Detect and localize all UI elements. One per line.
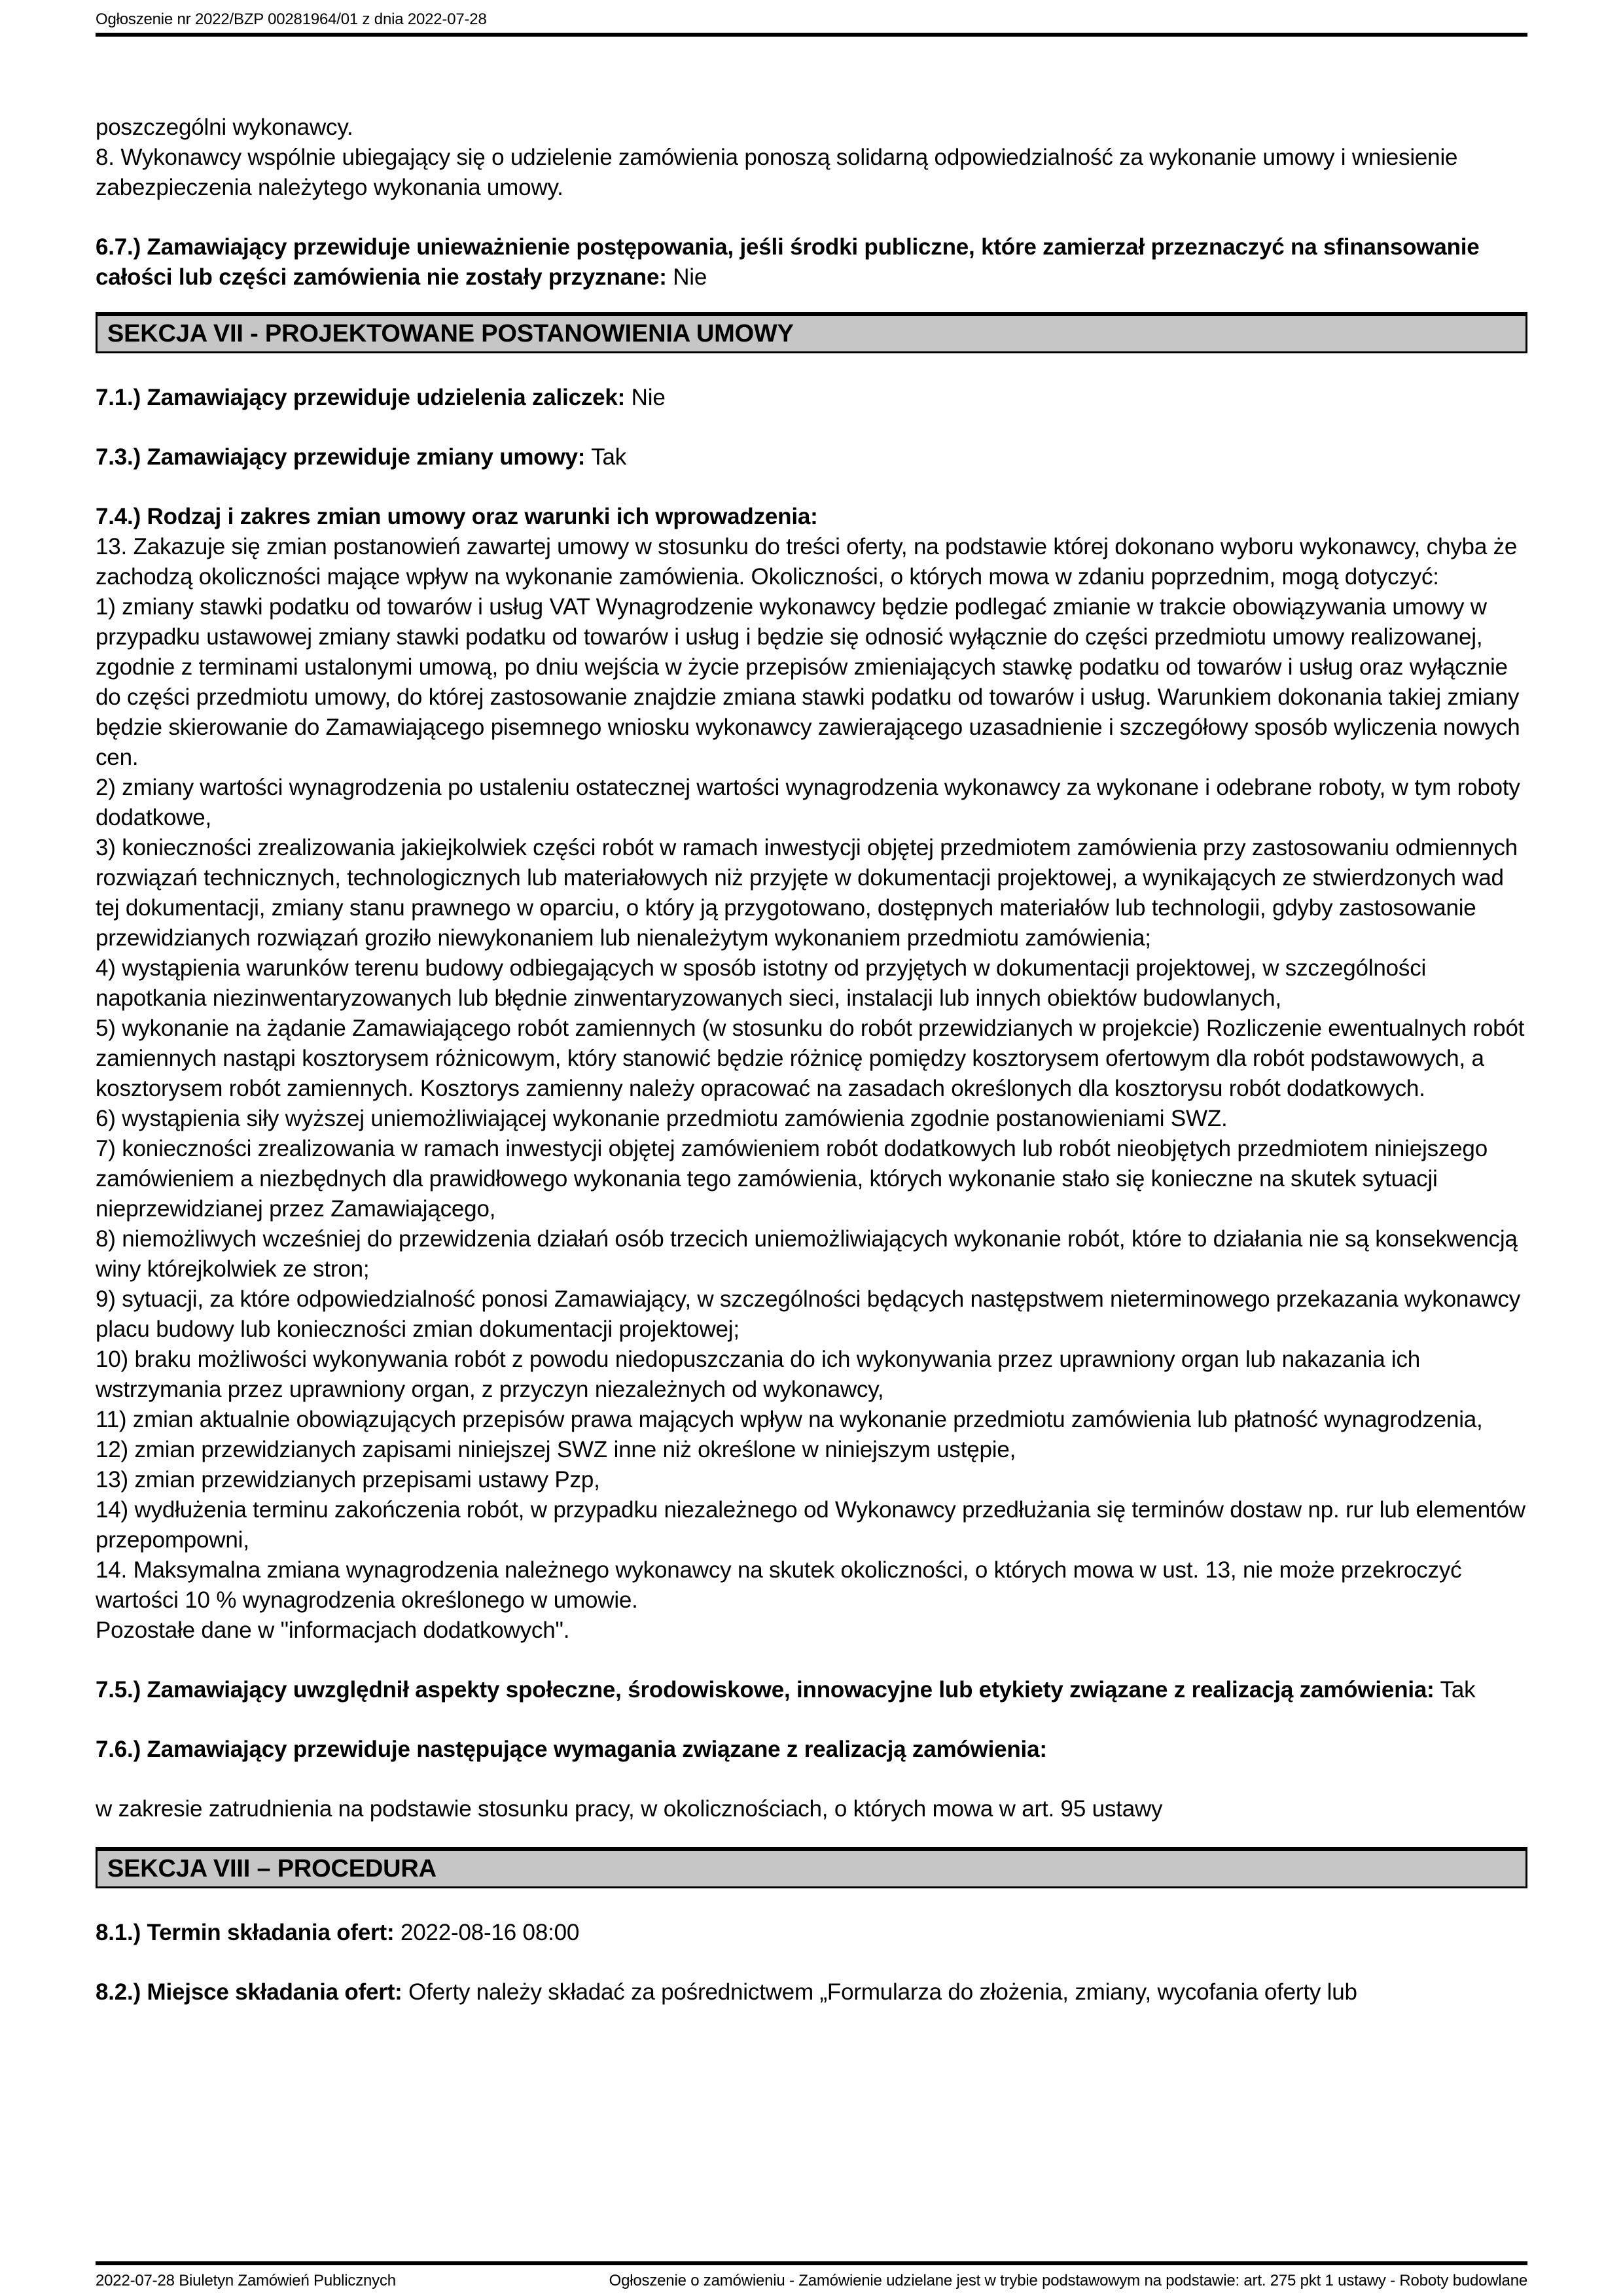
field-7-4-body-line: 4) wystąpienia warunków terenu budowy odbiegających w sposób istotny od przyjętych w dokumentacji projektowej, w szczególności napotkania niezinwentaryzowanych lub błędnie zinwentaryzowanych sieci, instalacji lub innych obiektów budowlanych, bbox=[96, 955, 1427, 1011]
field-6-7 bbox=[96, 232, 1527, 292]
field-8-2-value: Oferty należy składać za pośrednictwem „Formularza do złożenia, zmiany, wycofania oferty lub bbox=[408, 1979, 1357, 2005]
field-6-7-label: 6.7.) Zamawiający przewiduje unieważnienie postępowania, jeśli środki publiczne, które zamierzał przeznaczyć na sfinansowanie całości lub części zamówienia nie zostały przyznane: bbox=[96, 234, 1480, 290]
field-7-4-body-line: 2) zmiany wartości wynagrodzenia po ustaleniu ostatecznej wartości wynagrodzenia wykonawcy za wykonane i odebrane roboty, w tym roboty dodatkowe, bbox=[96, 775, 1520, 830]
field-7-4-label: 7.4.) Rodzaj i zakres zmian umowy oraz warunki ich wprowadzenia: bbox=[96, 504, 818, 529]
field-8-2 bbox=[96, 1977, 1527, 2007]
section-bar-sekcja-vii bbox=[96, 312, 1527, 353]
page-footer bbox=[96, 2272, 1527, 2290]
field-8-1-label: 8.1.) Termin składania ofert: bbox=[96, 1920, 395, 1945]
field-7-6-label: 7.6.) Zamawiający przewiduje następujące wymagania związane z realizacją zamówienia: bbox=[96, 1737, 1047, 1762]
field-7-1 bbox=[96, 383, 1527, 413]
field-7-4-body-line: 5) wykonanie na żądanie Zamawiającego robót zamiennych (w stosunku do robót przewidzianych w projekcie) Rozliczenie ewentualnych robót zamiennych nastąpi kosztorysem różnicowym, który stanowić będzie różnicę pomiędzy kosztorysem ofertowym dla robót podstawowych, a kosztorysem robót zamiennych. Kosztorys zamienny należy opracować na zasadach określonych dla kosztorysu robót dodatkowych. bbox=[96, 1016, 1525, 1101]
field-7-4-body-line: 11) zmian aktualnie obowiązujących przepisów prawa mających wpływ na wykonanie przedmiotu zamówienia lub płatność wynagrodzenia, bbox=[96, 1407, 1483, 1432]
field-7-4-body-line: 7) konieczności zrealizowania w ramach inwestycji objętej zamówieniem robót dodatkowych lub robót nieobjętych przedmiotem niniejszego zamówieniem a niezbędnych dla prawidłowego wykonania tego zamówienia, których wykonanie stało się konieczne na skutek sytuacji nieprzewidzianej przez Zamawiającego, bbox=[96, 1136, 1488, 1222]
field-7-4-body-line: 9) sytuacji, za które odpowiedzialność ponosi Zamawiający, w szczególności będących następstwem nieterminowego przekazania wykonawcy placu budowy lub konieczności zmian dokumentacji projektowej; bbox=[96, 1286, 1521, 1342]
field-7-5-label: 7.5.) Zamawiający uwzględnił aspekty społeczne, środowiskowe, innowacyjne lub etykiety związane z realizacją zamówienia: bbox=[96, 1677, 1435, 1703]
field-7-3-value: Tak bbox=[591, 444, 627, 470]
section-bar-sekcja-vii-title: SEKCJA VII - PROJEKTOWANE POSTANOWIENIA UMOWY bbox=[107, 320, 794, 347]
field-8-2-label: 8.2.) Miejsce składania ofert: bbox=[96, 1979, 402, 2005]
field-7-4-body-line: 13. Zakazuje się zmian postanowień zawartej umowy w stosunku do treści oferty, na podstawie której dokonano wyboru wykonawcy, chyba że zachodzą okoliczności mające wpływ na wykonanie zamówienia. Okoliczności, o których mowa w zdaniu poprzednim, mogą dotyczyć: bbox=[96, 534, 1518, 590]
field-7-3 bbox=[96, 442, 1527, 472]
section-bar-sekcja-viii-title: SEKCJA VIII – PROCEDURA bbox=[107, 1855, 437, 1882]
page-header bbox=[96, 10, 1527, 29]
header-divider bbox=[96, 33, 1527, 37]
field-7-4-body-line: 8) niemożliwych wcześniej do przewidzenia działań osób trzecich uniemożliwiających wykonanie robót, które to działania nie są konsekwencją winy którejkolwiek ze stron; bbox=[96, 1226, 1518, 1282]
field-7-4-body-line: 10) braku możliwości wykonywania robót z powodu niedopuszczania do ich wykonywania przez uprawniony organ lub nakazania ich wstrzymania przez uprawniony organ, z przyczyn niezależnych od wykonawcy, bbox=[96, 1347, 1421, 1402]
field-7-4-body-line: Pozostałe dane w "informacjach dodatkowych". bbox=[96, 1617, 570, 1643]
footer-notice-type-label: Ogłoszenie o zamówieniu - Zamówienie udzielane jest w trybie podstawowym na podstawie: art. 275 pkt 1 ustawy - Roboty budowlane bbox=[609, 2272, 1527, 2289]
document-content bbox=[96, 113, 1527, 2007]
field-7-1-label: 7.1.) Zamawiający przewiduje udzielenia zaliczek: bbox=[96, 385, 626, 410]
field-6-7-value: Nie bbox=[673, 264, 707, 290]
field-7-3-label: 7.3.) Zamawiający przewiduje zmiany umowy: bbox=[96, 444, 586, 470]
field-7-4-body-line: 1) zmiany stawki podatku od towarów i usług VAT Wynagrodzenie wykonawcy będzie podlegać zmianie w trakcie obowiązywania umowy w przypadku ustawowej zmiany stawki podatku od towarów i usług i będzie się odnosić wyłącznie do części przedmiotu umowy realizowanej, zgodnie z terminami ustalonymi umową, po dniu wejścia w życie przepisów zmieniających stawkę podatku od towarów i usług oraz wyłącznie do części przedmiotu umowy, do której zastosowanie znajdzie zmiana stawki podatku od towarów i usług. Warunkiem dokonania takiej zmiany będzie skierowanie do Zamawiającego pisemnego wniosku wykonawcy zawierającego uzasadnienie i szczegółowy sposób wyliczenia nowych cen. bbox=[96, 594, 1520, 770]
section-bar-sekcja-viii bbox=[96, 1847, 1527, 1888]
field-7-1-value: Nie bbox=[631, 385, 666, 410]
field-8-1 bbox=[96, 1918, 1527, 1948]
footer-bulletin-label: 2022-07-28 Biuletyn Zamówień Publicznych bbox=[96, 2272, 396, 2289]
field-7-4-body-line: 14) wydłużenia terminu zakończenia robót, w przypadku niezależnego od Wykonawcy przedłużania się terminów dostaw np. rur lub elementów przepompowni, bbox=[96, 1497, 1525, 1553]
field-7-4-body-line: 12) zmian przewidzianych zapisami niniejszej SWZ inne niż określone w niniejszym ustępie, bbox=[96, 1437, 1016, 1462]
field-7-4-body-line: 6) wystąpienia siły wyższej uniemożliwiającej wykonanie przedmiotu zamówienia zgodnie postanowieniami SWZ. bbox=[96, 1106, 1228, 1131]
field-7-6-note: w zakresie zatrudnienia na podstawie stosunku pracy, w okolicznościach, o których mowa w art. 95 ustawy bbox=[96, 1796, 1163, 1822]
field-7-4-body-line: 14. Maksymalna zmiana wynagrodzenia należnego wykonawcy na skutek okoliczności, o których mowa w ust. 13, nie może przekroczyć wartości 10 % wynagrodzenia określonego w umowie. bbox=[96, 1557, 1462, 1613]
field-7-5-value: Tak bbox=[1440, 1677, 1476, 1703]
field-7-4 bbox=[96, 502, 1527, 1646]
intro-continuation-line: poszczególni wykonawcy. bbox=[96, 115, 353, 140]
notice-number: Ogłoszenie nr 2022/BZP 00281964/01 z dnia 2022-07-28 bbox=[96, 10, 487, 28]
field-7-6 bbox=[96, 1735, 1527, 1765]
footer-divider bbox=[96, 2261, 1527, 2265]
field-8-1-value: 2022-08-16 08:00 bbox=[401, 1920, 580, 1945]
intro-paragraph-8: 8. Wykonawcy wspólnie ubiegający się o udzielenie zamówienia ponoszą solidarną odpowiedzialność za wykonanie umowy i wniesienie zabezpieczenia należytego wykonania umowy. bbox=[96, 145, 1458, 200]
field-7-4-body-line: 13) zmian przewidzianych przepisami ustawy Pzp, bbox=[96, 1467, 600, 1492]
field-7-5 bbox=[96, 1675, 1527, 1705]
field-7-4-body-line: 3) konieczności zrealizowania jakiejkolwiek części robót w ramach inwestycji objętej przedmiotem zamówienia przy zastosowaniu odmiennych rozwiązań technicznych, technologicznych lub materiałowych niż przyjęte w dokumentacji projektowej, a wynikających ze stwierdzonych wad tej dokumentacji, zmiany stanu prawnego w oparciu, o który ją przygotowano, dostępnych materiałów lub technologii, gdyby zastosowanie przewidzianych rozwiązań groziło niewykonaniem lub nienależytym wykonaniem przedmiotu zamówienia; bbox=[96, 835, 1518, 951]
